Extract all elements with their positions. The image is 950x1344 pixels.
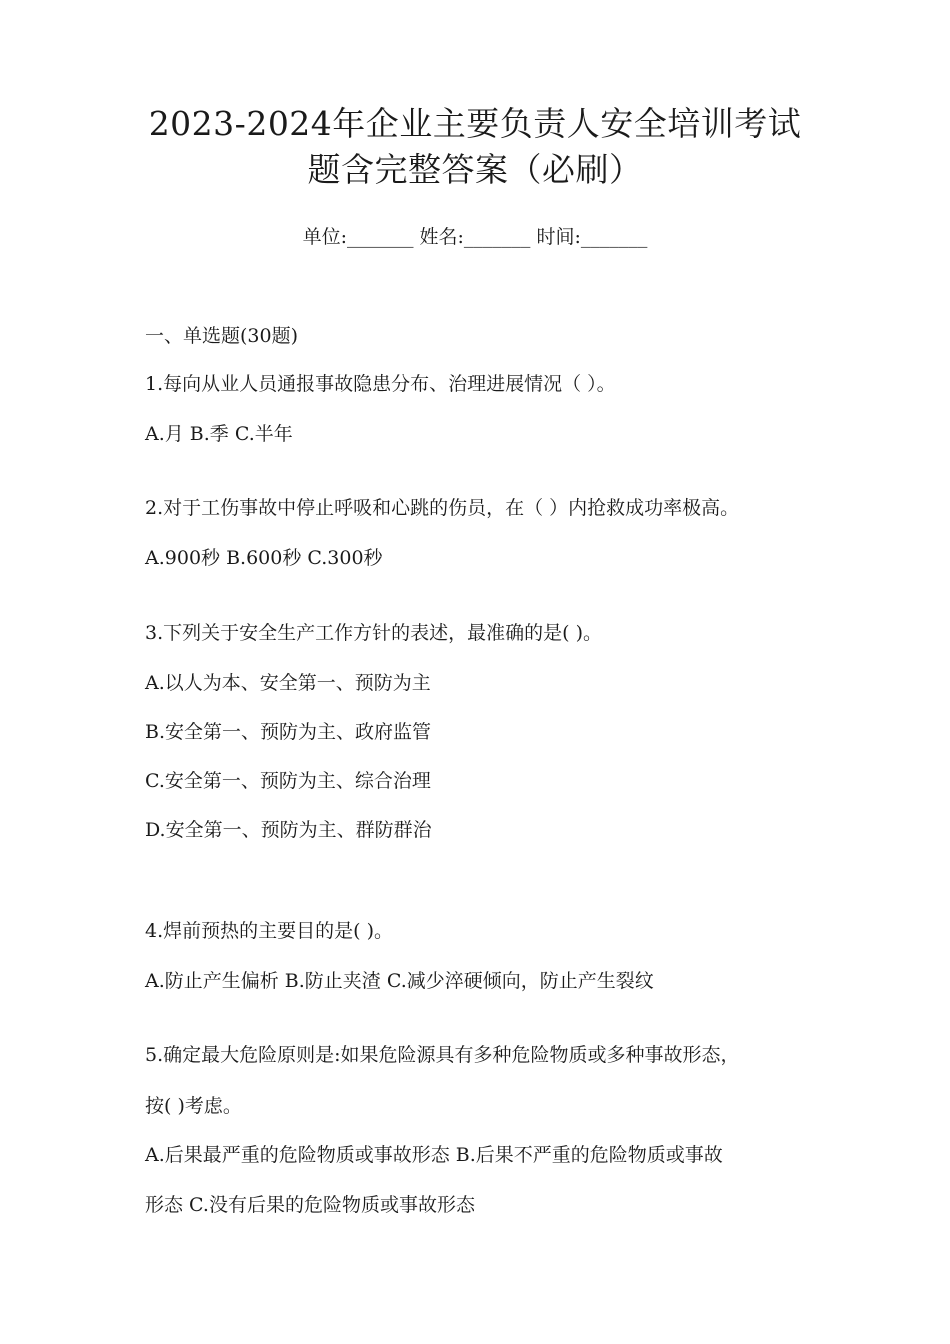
question-3-option-a: A.以人为本、安全第一、预防为主 xyxy=(145,672,431,694)
question-3-stem: 3.下列关于安全生产工作方针的表述，最准确的是( )。 xyxy=(145,622,602,644)
question-2-options: A.900秒 B.600秒 C.300秒 xyxy=(145,547,383,569)
question-5-options-line-1: A.后果最严重的危险物质或事故形态 B.后果不严重的危险物质或事故 xyxy=(145,1144,723,1166)
candidate-info-line: 单位:_______ 姓名:_______ 时间:_______ xyxy=(302,226,648,248)
question-3-option-d: D.安全第一、预防为主、群防群治 xyxy=(145,819,432,841)
document-title-line-1: 2023-2024年企业主要负责人安全培训考试 xyxy=(148,104,802,143)
question-3-option-b: B.安全第一、预防为主、政府监管 xyxy=(145,721,432,743)
question-4-stem: 4.焊前预热的主要目的是( )。 xyxy=(145,920,393,942)
question-5-options-line-2: 形态 C.没有后果的危险物质或事故形态 xyxy=(145,1194,475,1216)
question-1-stem: 1.每向从业人员通报事故隐患分布、治理进展情况（ ）。 xyxy=(145,373,616,395)
section-heading: 一、单选题(30题) xyxy=(145,325,299,347)
question-1-options: A.月 B.季 C.半年 xyxy=(145,423,293,445)
question-4-options: A.防止产生偏析 B.防止夹渣 C.减少淬硬倾向，防止产生裂纹 xyxy=(145,970,654,992)
question-5-stem-line-2: 按( )考虑。 xyxy=(145,1095,242,1117)
question-5-stem-line-1: 5.确定最大危险原则是:如果危险源具有多种危险物质或多种事故形态， xyxy=(145,1044,740,1066)
document-title-line-2: 题含完整答案（必刷） xyxy=(307,150,643,189)
question-2-stem: 2.对于工伤事故中停止呼吸和心跳的伤员，在（ ）内抢救成功率极高。 xyxy=(145,497,740,519)
question-3-option-c: C.安全第一、预防为主、综合治理 xyxy=(145,770,431,792)
